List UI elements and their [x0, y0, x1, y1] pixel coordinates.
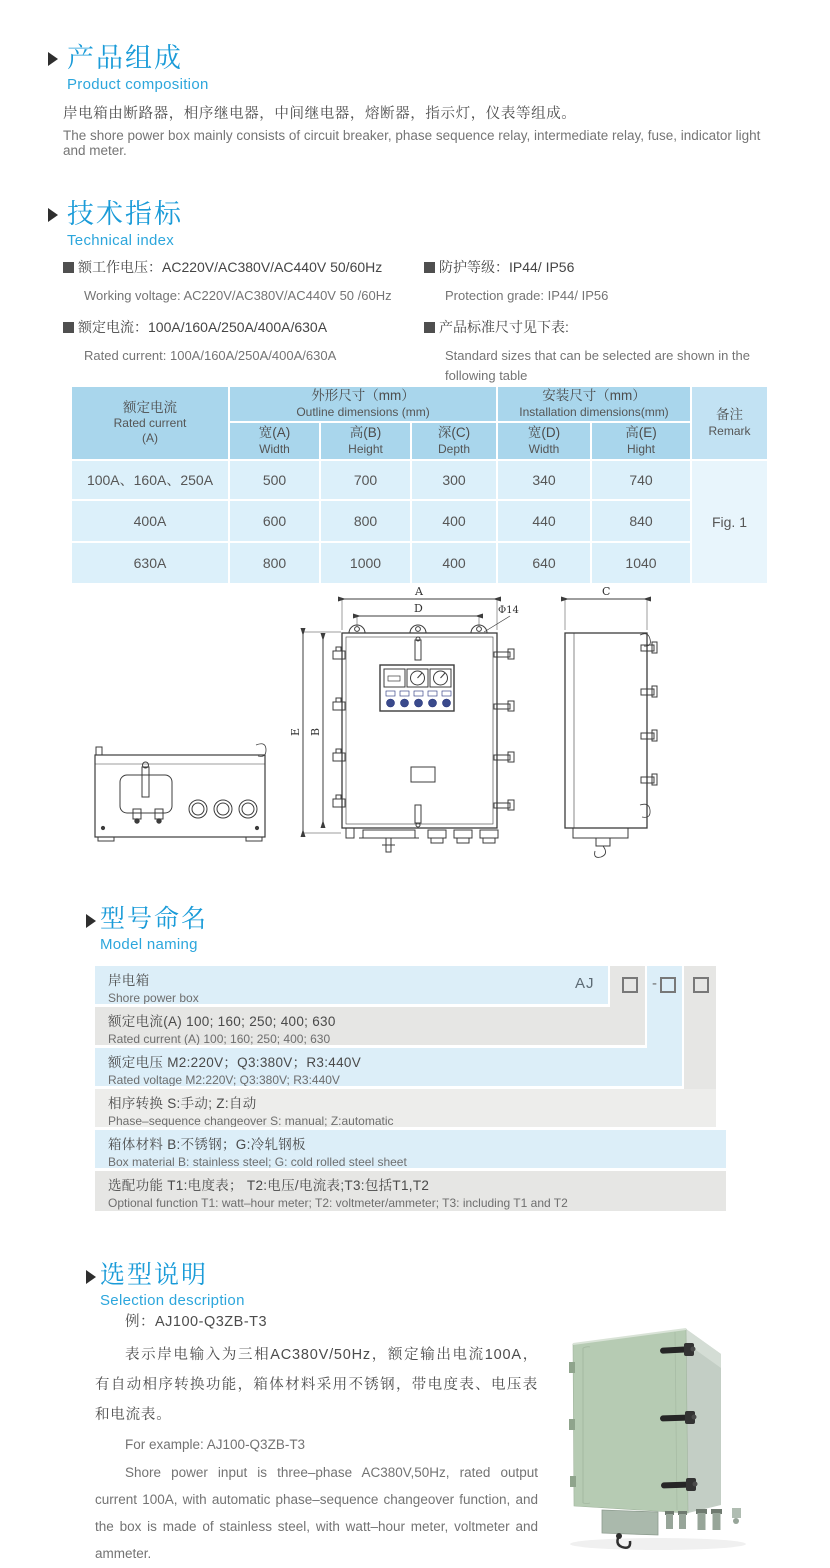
- table-cell: 400: [412, 543, 496, 583]
- subcol-header: 高(E) Hight: [592, 423, 690, 459]
- square-bullet-icon: [63, 262, 74, 273]
- remark-cell: Fig. 1: [692, 461, 767, 583]
- meter-panel: [380, 665, 454, 711]
- table-cell: 1000: [321, 543, 410, 583]
- example-code-zh: 例：AJ100-Q3ZB-T3: [125, 1314, 268, 1330]
- group-header-installation: 安装尺寸（mm） Installation dimensions(mm): [498, 387, 690, 421]
- description-zh: 表示岸电输入为三相AC380V/50Hz，额定输出电流100A，有自动相序转换功能，箱体材料采用不锈钢，带电度表、电压表和电流表。: [95, 1347, 538, 1423]
- side-view: [565, 599, 657, 857]
- col-header-rated-current: 额定电流 Rated current (A): [72, 387, 228, 459]
- hinge: [569, 1362, 575, 1373]
- table-cell: 600: [230, 501, 319, 541]
- table-row: [72, 461, 767, 499]
- heading-arrow-icon: [86, 1270, 96, 1284]
- section-title-en: Technical index: [67, 232, 175, 250]
- subcol-header: 高(B) Height: [321, 423, 410, 459]
- svg-text:Φ14: Φ14: [498, 605, 519, 616]
- section-title-en: Product composition: [67, 76, 209, 94]
- section-title-zh: 选型说明: [100, 1261, 209, 1289]
- selection-description-body: [95, 1310, 538, 1567]
- bottom-view: [95, 744, 266, 841]
- subcol-header: 宽(A) Width: [230, 423, 319, 459]
- spec-item-en: Working voltage: AC220V/AC380V/AC440V 50 /60Hz: [84, 288, 392, 303]
- subcol-header: 宽(D) Width: [498, 423, 590, 459]
- spec-item-en: Protection grade: IP44/ IP56: [445, 288, 609, 303]
- square-bullet-icon: [63, 322, 74, 333]
- section-title-en: Model naming: [100, 936, 198, 954]
- spec-item-zh: 额定电流：100A/160A/250A/400A/630A: [63, 317, 423, 337]
- model-row: 相序转换 S:手动; Z:自动 Phase–sequence changeover S: manual; Z:automatic: [95, 1089, 716, 1127]
- heading-arrow-icon: [48, 52, 58, 66]
- table-cell: 100A、160A、250A: [72, 461, 228, 499]
- front-view: [303, 599, 514, 852]
- table-cell: 400: [412, 501, 496, 541]
- table-cell: 700: [321, 461, 410, 499]
- section-technical-index-heading: [48, 200, 183, 249]
- heading-arrow-icon: [86, 914, 96, 928]
- svg-text:A: A: [415, 585, 423, 598]
- composition-text-en: The shore power box mainly consists of circuit breaker, phase sequence relay, intermediate relay, fuse, indicator light and meter.: [63, 128, 761, 158]
- model-code-box-current: [622, 977, 638, 993]
- spec-item-en: Rated current: 100A/160A/250A/400A/630A: [84, 348, 337, 364]
- model-naming-table: [95, 966, 745, 1214]
- svg-text:E: E: [289, 727, 302, 736]
- spec-item-zh: 防护等级：IP44/ IP56: [424, 257, 750, 277]
- section-title-zh: 产品组成: [67, 43, 183, 73]
- table-cell: 800: [321, 501, 410, 541]
- composition-text-zh: 岸电箱由断路器，相序继电器，中间继电器，熔断器，指示灯，仪表等组成。: [63, 106, 577, 122]
- model-code-box-option: [693, 977, 709, 993]
- model-row: 箱体材料 B:不锈钢；G:冷轧钢板 Box material B: stainless steel; G: cold rolled steel sheet: [95, 1130, 726, 1168]
- table-cell: 740: [592, 461, 690, 499]
- model-row: 岸电箱 Shore power box: [95, 966, 608, 1004]
- table-cell: 640: [498, 543, 590, 583]
- section-title-zh: 技术指标: [67, 199, 183, 229]
- table-cell: 840: [592, 501, 690, 541]
- spec-item-zh: 产品标准尺寸见下表:: [424, 317, 750, 337]
- group-header-outline: 外形尺寸（mm） Outline dimensions (mm): [230, 387, 496, 421]
- model-code-dash: -: [652, 975, 657, 992]
- dimensions-table: [70, 385, 769, 585]
- table-cell: 300: [412, 461, 496, 499]
- square-bullet-icon: [424, 262, 435, 273]
- svg-text:D: D: [414, 602, 423, 615]
- hinge: [569, 1419, 575, 1430]
- svg-text:B: B: [309, 727, 322, 736]
- svg-text:C: C: [602, 585, 611, 598]
- table-cell: 630A: [72, 543, 228, 583]
- spec-item-en: Standard sizes that can be selected are shown in the following table: [445, 348, 750, 384]
- section-model-naming-heading: [86, 906, 208, 953]
- technical-drawing: [60, 583, 720, 878]
- table-row: [72, 501, 767, 541]
- table-cell: 1040: [592, 543, 690, 583]
- model-row: 额定电压 M2:220V；Q3:380V；R3:440V Rated voltage M2:220V; Q3:380V; R3:440V: [95, 1048, 682, 1086]
- table-row: [72, 543, 767, 583]
- spec-item-zh: 额工作电压：AC220V/AC380V/AC440V 50/60Hz: [63, 257, 423, 277]
- table-cell: 440: [498, 501, 590, 541]
- subcol-header: 深(C) Depth: [412, 423, 496, 459]
- col-header-remark: 备注 Remark: [692, 387, 767, 459]
- square-bullet-icon: [424, 322, 435, 333]
- example-code-en: For example: AJ100-Q3ZB-T3: [125, 1437, 306, 1452]
- section-selection-description-heading: [86, 1262, 245, 1309]
- product-photo: [540, 1292, 810, 1562]
- section-product-composition-heading: [48, 44, 209, 93]
- model-code-box-voltage: [660, 977, 676, 993]
- heading-arrow-icon: [48, 208, 58, 222]
- table-cell: 340: [498, 461, 590, 499]
- section-title-zh: 型号命名: [100, 905, 209, 933]
- model-code-prefix: AJ: [575, 975, 595, 992]
- table-cell: 800: [230, 543, 319, 583]
- section-title-en: Selection description: [100, 1292, 245, 1310]
- spec-column-left: [63, 257, 423, 377]
- table-cell: 500: [230, 461, 319, 499]
- hinge: [570, 1476, 576, 1487]
- description-en: Shore power input is three–phase AC380V,50Hz, rated output current 100A, with automatic phase–sequence changeover function, and the box is made of stainless steel, with watt–hour meter, voltmeter and ammeter.: [95, 1465, 538, 1561]
- table-cell: 400A: [72, 501, 228, 541]
- spec-column-right: [424, 257, 750, 397]
- drawing-dimension-labels: [289, 585, 610, 736]
- model-row: 额定电流(A) 100; 160; 250; 400; 630 Rated current (A) 100; 160; 250; 400; 630: [95, 1007, 645, 1045]
- model-row: 选配功能 T1:电度表； T2:电压/电流表;T3:包括T1,T2 Optional function T1: watt–hour meter; T2: voltmeter/ammeter; T3: including T1 and T2: [95, 1171, 726, 1211]
